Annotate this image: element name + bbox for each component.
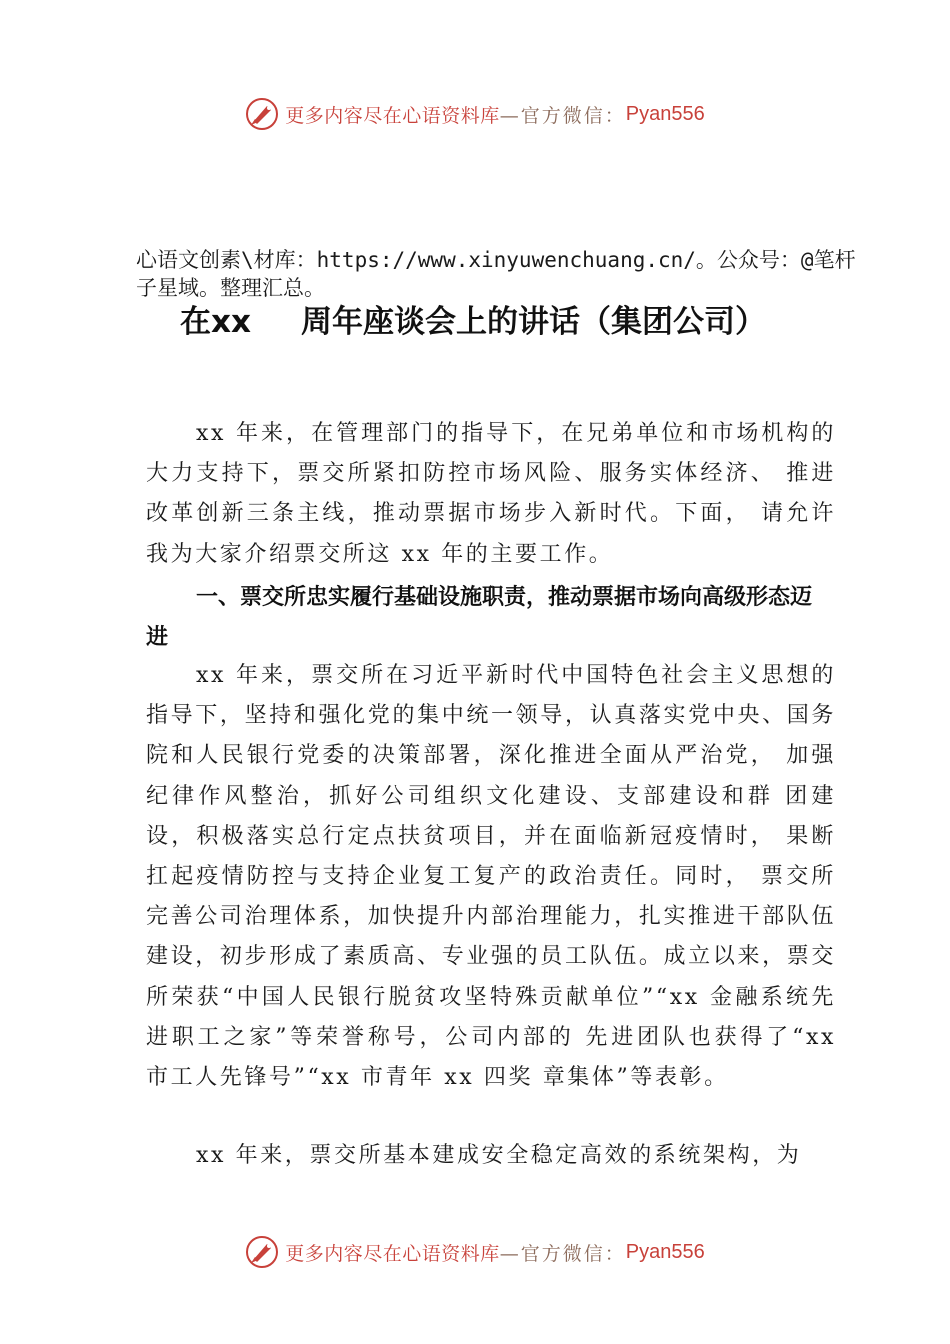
banner-main-text: 更多内容尽在心语资料库: [285, 1242, 500, 1265]
banner-separator-text: —官方微信：: [499, 104, 626, 127]
banner-wechat-id: Pyan556: [625, 1240, 705, 1263]
banner-main-text: 更多内容尽在心语资料库: [285, 104, 500, 127]
section-heading-1: 一、票交所忠实履行基础设施职责，推动票据市场向高级形态迈进: [146, 585, 813, 650]
banner-separator-text: —官方微信：: [499, 1242, 626, 1265]
pen-nib-icon: [245, 1235, 279, 1269]
paragraph-section-1: xx 年来，票交所在习近平新时代中国特色社会主义思想的指导下，坚持和强化党的集中统一领导，认真落实党中央、国务院和人民银行党委的决策部署，深化推进全面从严治党， 加强纪律作风整治，抓好公司组织文化建设、支部建设和群 团建设，积极落实总行定点扶贫项目，并在面临新冠疫情时， 果断扛起疫情防控与支持企业复工复产的政治责任。同时， 票交所完善公司治理体系，加快提升内部治理能力，扎实推进干部队伍建设，初步形成了素质高、专业强的员工队伍。成立以来，票交所荣获“中国人民银行脱贫攻坚特殊贡献单位”“xx 金融系统先进职工之家”等荣誉称号，公司内部的 先进团队也获得了“xx 市工人先锋号”“xx 市青年 xx 四奖 章集体”等表彰。: [146, 663, 836, 1091]
paragraph-intro: xx 年来，在管理部门的指导下，在兄弟单位和市场机构的大力支持下，票交所紧扣防控市场风险、服务实体经济、 推进改革创新三条主线，推动票据市场步入新时代。下面， 请允许我为大家介绍票交所这 xx 年的主要工作。: [146, 421, 836, 567]
title-prefix: 在xx: [180, 304, 251, 340]
page-title: [180, 296, 880, 341]
footer-banner: [0, 1232, 950, 1272]
banner-wechat-id: Pyan556: [625, 102, 705, 125]
header-banner: [0, 94, 950, 134]
paragraph-section-1-cont: xx 年来，票交所基本建成安全稳定高效的系统架构，为: [196, 1143, 802, 1168]
source-line: 心语文创素\材库：https://www.xinyuwenchuang.cn/。公众号：@笔杆子星域。整理汇总。: [136, 248, 856, 300]
title-main: 周年座谈会上的讲话（集团公司）: [301, 304, 766, 340]
pen-nib-icon: [245, 97, 279, 131]
